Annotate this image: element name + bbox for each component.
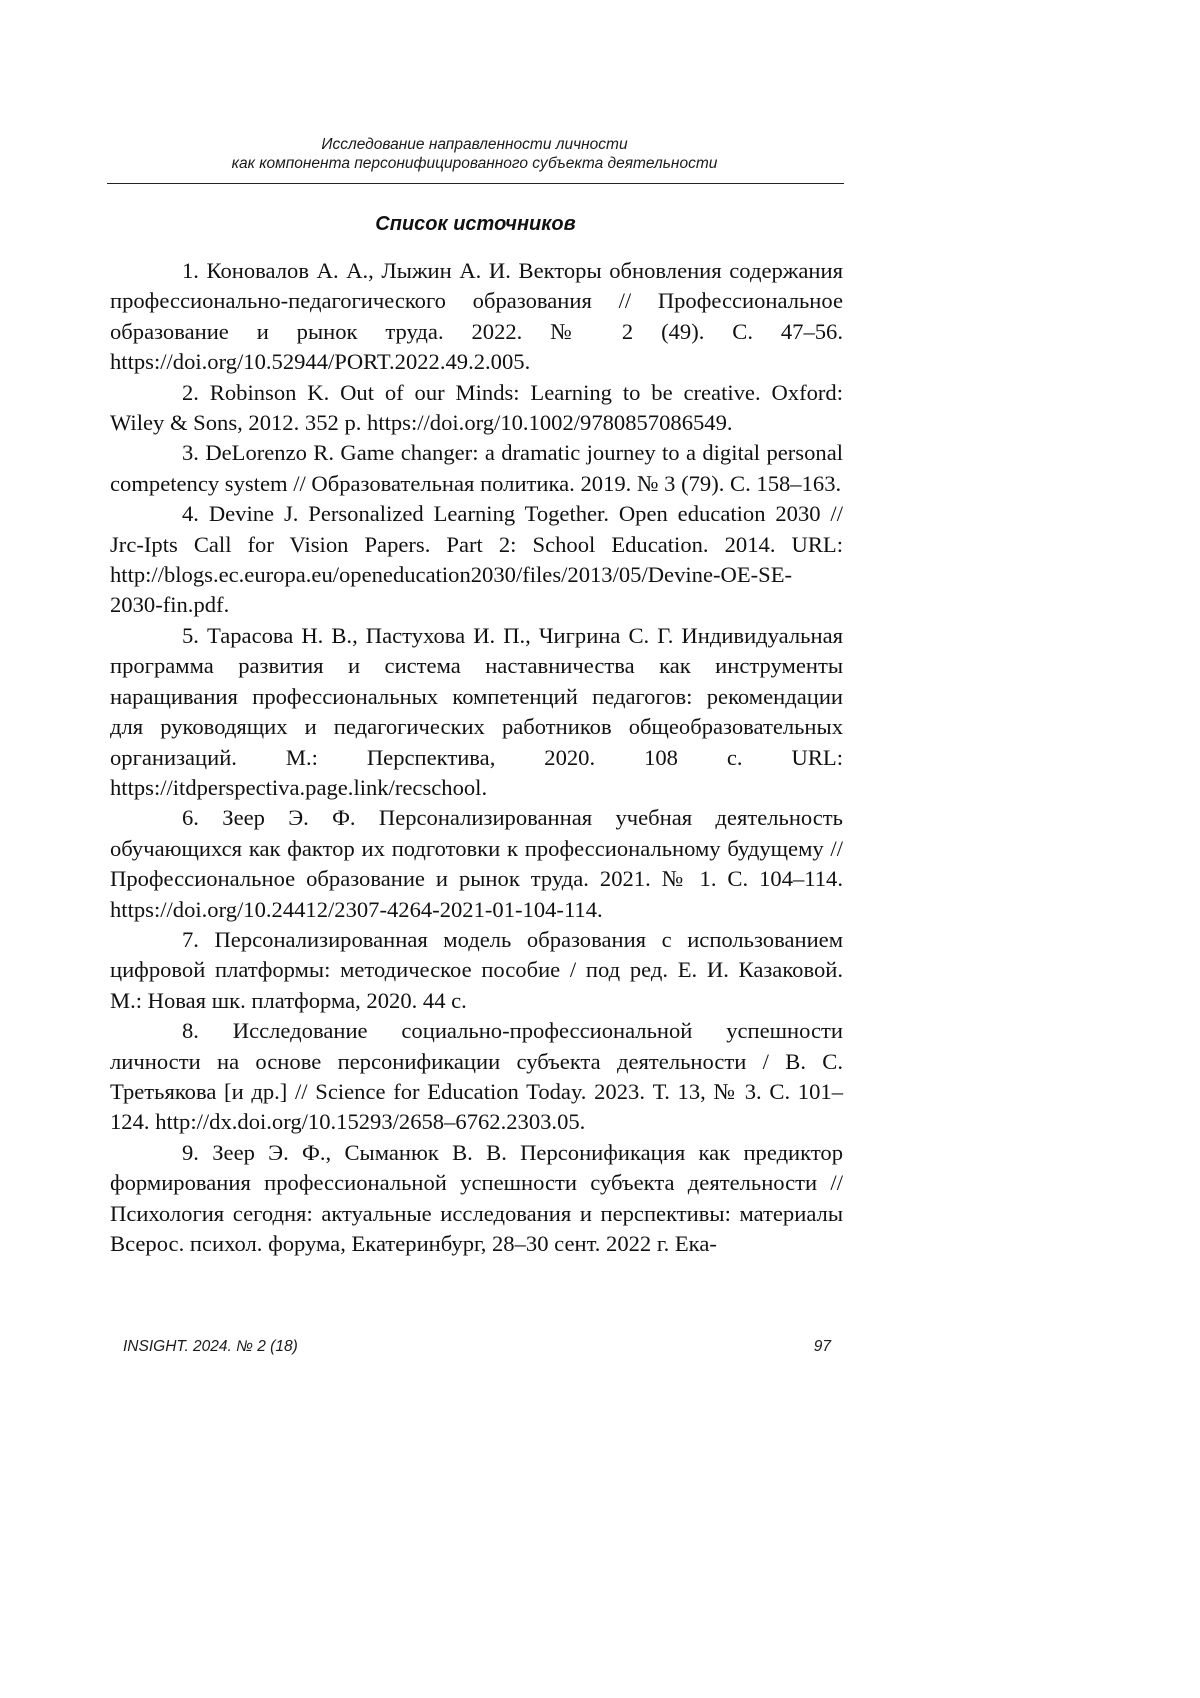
running-header-line-1: Исследование направленности личности [321,136,628,153]
reference-item: 6. Зеер Э. Ф. Персонализированная учебная деятельность обучающихся как фактор их подготовки к профессиональному будущему // Профессиональное образование и рынок труда. 2021. № 1. С. 104–114. https://doi.org/10.24412/2307-4264-2021-01-104-114. [110,805,843,922]
reference-item: 2. Robinson K. Out of our Minds: Learning to be creative. Oxford: Wiley & Sons, 2012. 352 p. https://doi.org/10.1002/9780857086549. [110,379,843,436]
reference-item: 5. Тарасова Н. В., Пастухова И. П., Чигрина С. Г. Индивидуальная программа развития и система наставничества как инструменты наращивания профессиональных компетенций педагогов: рекомендации для руководящих и педагогических работников общеобразовательных организаций. М.: Перспектива, 2020. 108 с. URL: https://itdperspectiva.page.link/recschool. [110,622,843,800]
footer-page-number: 97 [813,1338,831,1355]
reference-item: 4. Devine J. Personalized Learning Together. Open education 2030 // Jrc-Ipts Call for Vision Papers. Part 2: School Education. 2014. URL: http://blogs.ec.europa.eu/openeducation2030/files/2013/05/Devine-OE-SE-2030-fin.pdf. [110,501,843,618]
header-divider [107,183,844,184]
running-header [107,135,842,173]
reference-item: 1. Коновалов А. А., Лыжин А. И. Векторы обновления содержания профессионально-педагогического образования // Профессиональное образование и рынок труда. 2022. № 2 (49). С. 47–56. https://doi.org/10.52944/PORT.2022.49.2.005. [110,258,843,375]
section-title: Список источников [375,213,576,235]
footer-journal-info: INSIGHT. 2024. № 2 (18) [123,1338,298,1355]
reference-list [110,256,843,1259]
running-header-line-2: как компонента персонифицированного субъекта деятельности [231,155,718,172]
reference-item: 8. Исследование социально-профессиональной успешности личности на основе персонификации субъекта деятельности / В. С. Третьякова [и др.] // Science for Education Today. 2023. Т. 13, № 3. С. 101–124. http://dx.doi.org/10.15293/2658–6762.2303.05. [110,1018,843,1135]
reference-item: 3. DeLorenzo R. Game changer: a dramatic journey to a digital personal competency system // Образовательная политика. 2019. № 3 (79). С. 158–163. [110,440,843,496]
reference-item: 7. Персонализированная модель образования с использованием цифровой платформы: методическое пособие / под ред. Е. И. Казаковой. М.: Новая шк. платформа, 2020. 44 с. [110,926,843,1013]
reference-item: 9. Зеер Э. Ф., Сыманюк В. В. Персонификация как предиктор формирования профессиональной успешности субъекта деятельности // Психология сегодня: актуальные исследования и перспективы: материалы Всерос. психол. форума, Екатеринбург, 28–30 сент. 2022 г. Ека- [110,1139,843,1256]
